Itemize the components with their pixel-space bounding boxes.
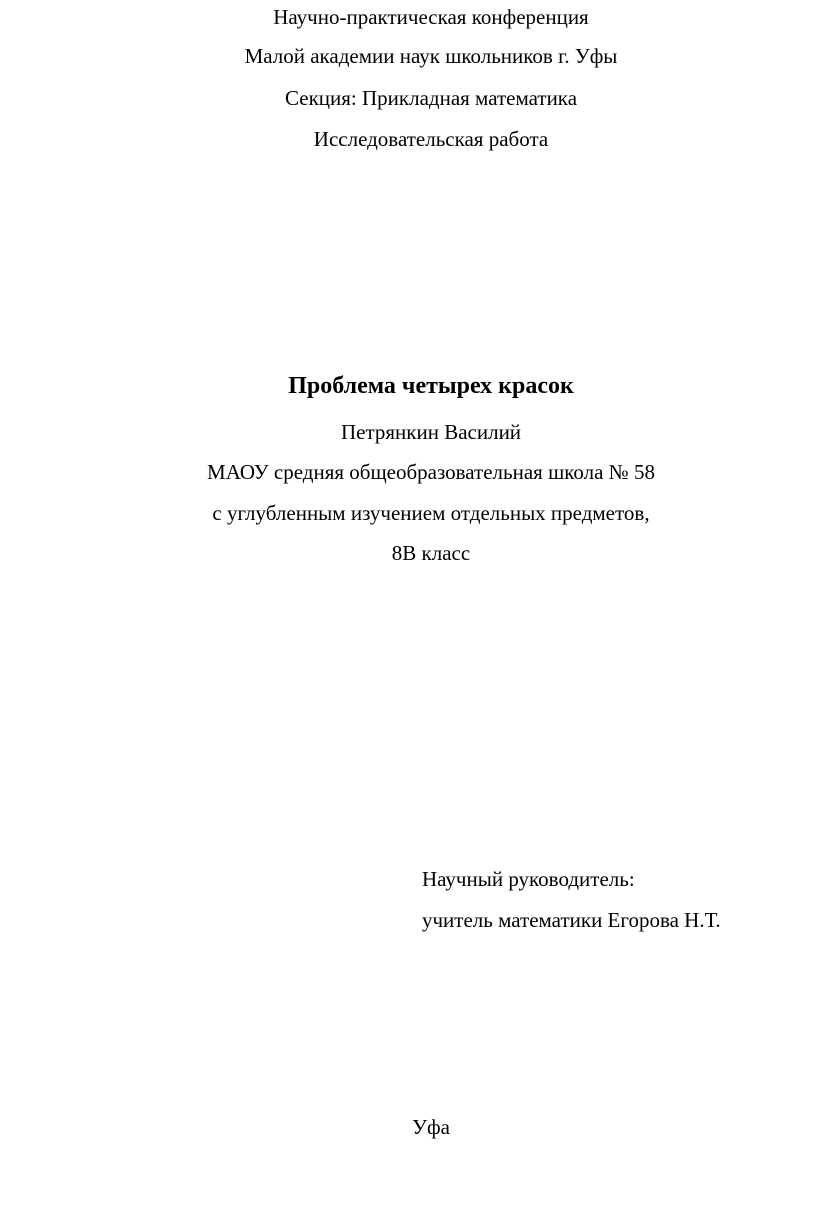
page-title: Проблема четырех красок bbox=[288, 373, 574, 399]
school-line-2: с углубленным изучением отдельных предметов, bbox=[212, 501, 650, 525]
section-name: Секция: Прикладная математика bbox=[284, 86, 578, 110]
author-name: Петрянкин Василий bbox=[340, 420, 522, 444]
grade: 8В класс bbox=[391, 541, 471, 565]
school-line-1: МАОУ средняя общеобразовательная школа № 58 bbox=[207, 460, 655, 484]
supervisor-label: Научный руководитель: bbox=[422, 867, 635, 891]
academy-name: Малой академии наук школьников г. Уфы bbox=[244, 44, 618, 68]
city: Уфа bbox=[412, 1115, 450, 1139]
conference-name: Научно-практическая конференция bbox=[273, 5, 589, 29]
work-type: Исследовательская работа bbox=[313, 127, 549, 151]
supervisor-name: учитель математики Егорова Н.Т. bbox=[422, 908, 721, 932]
